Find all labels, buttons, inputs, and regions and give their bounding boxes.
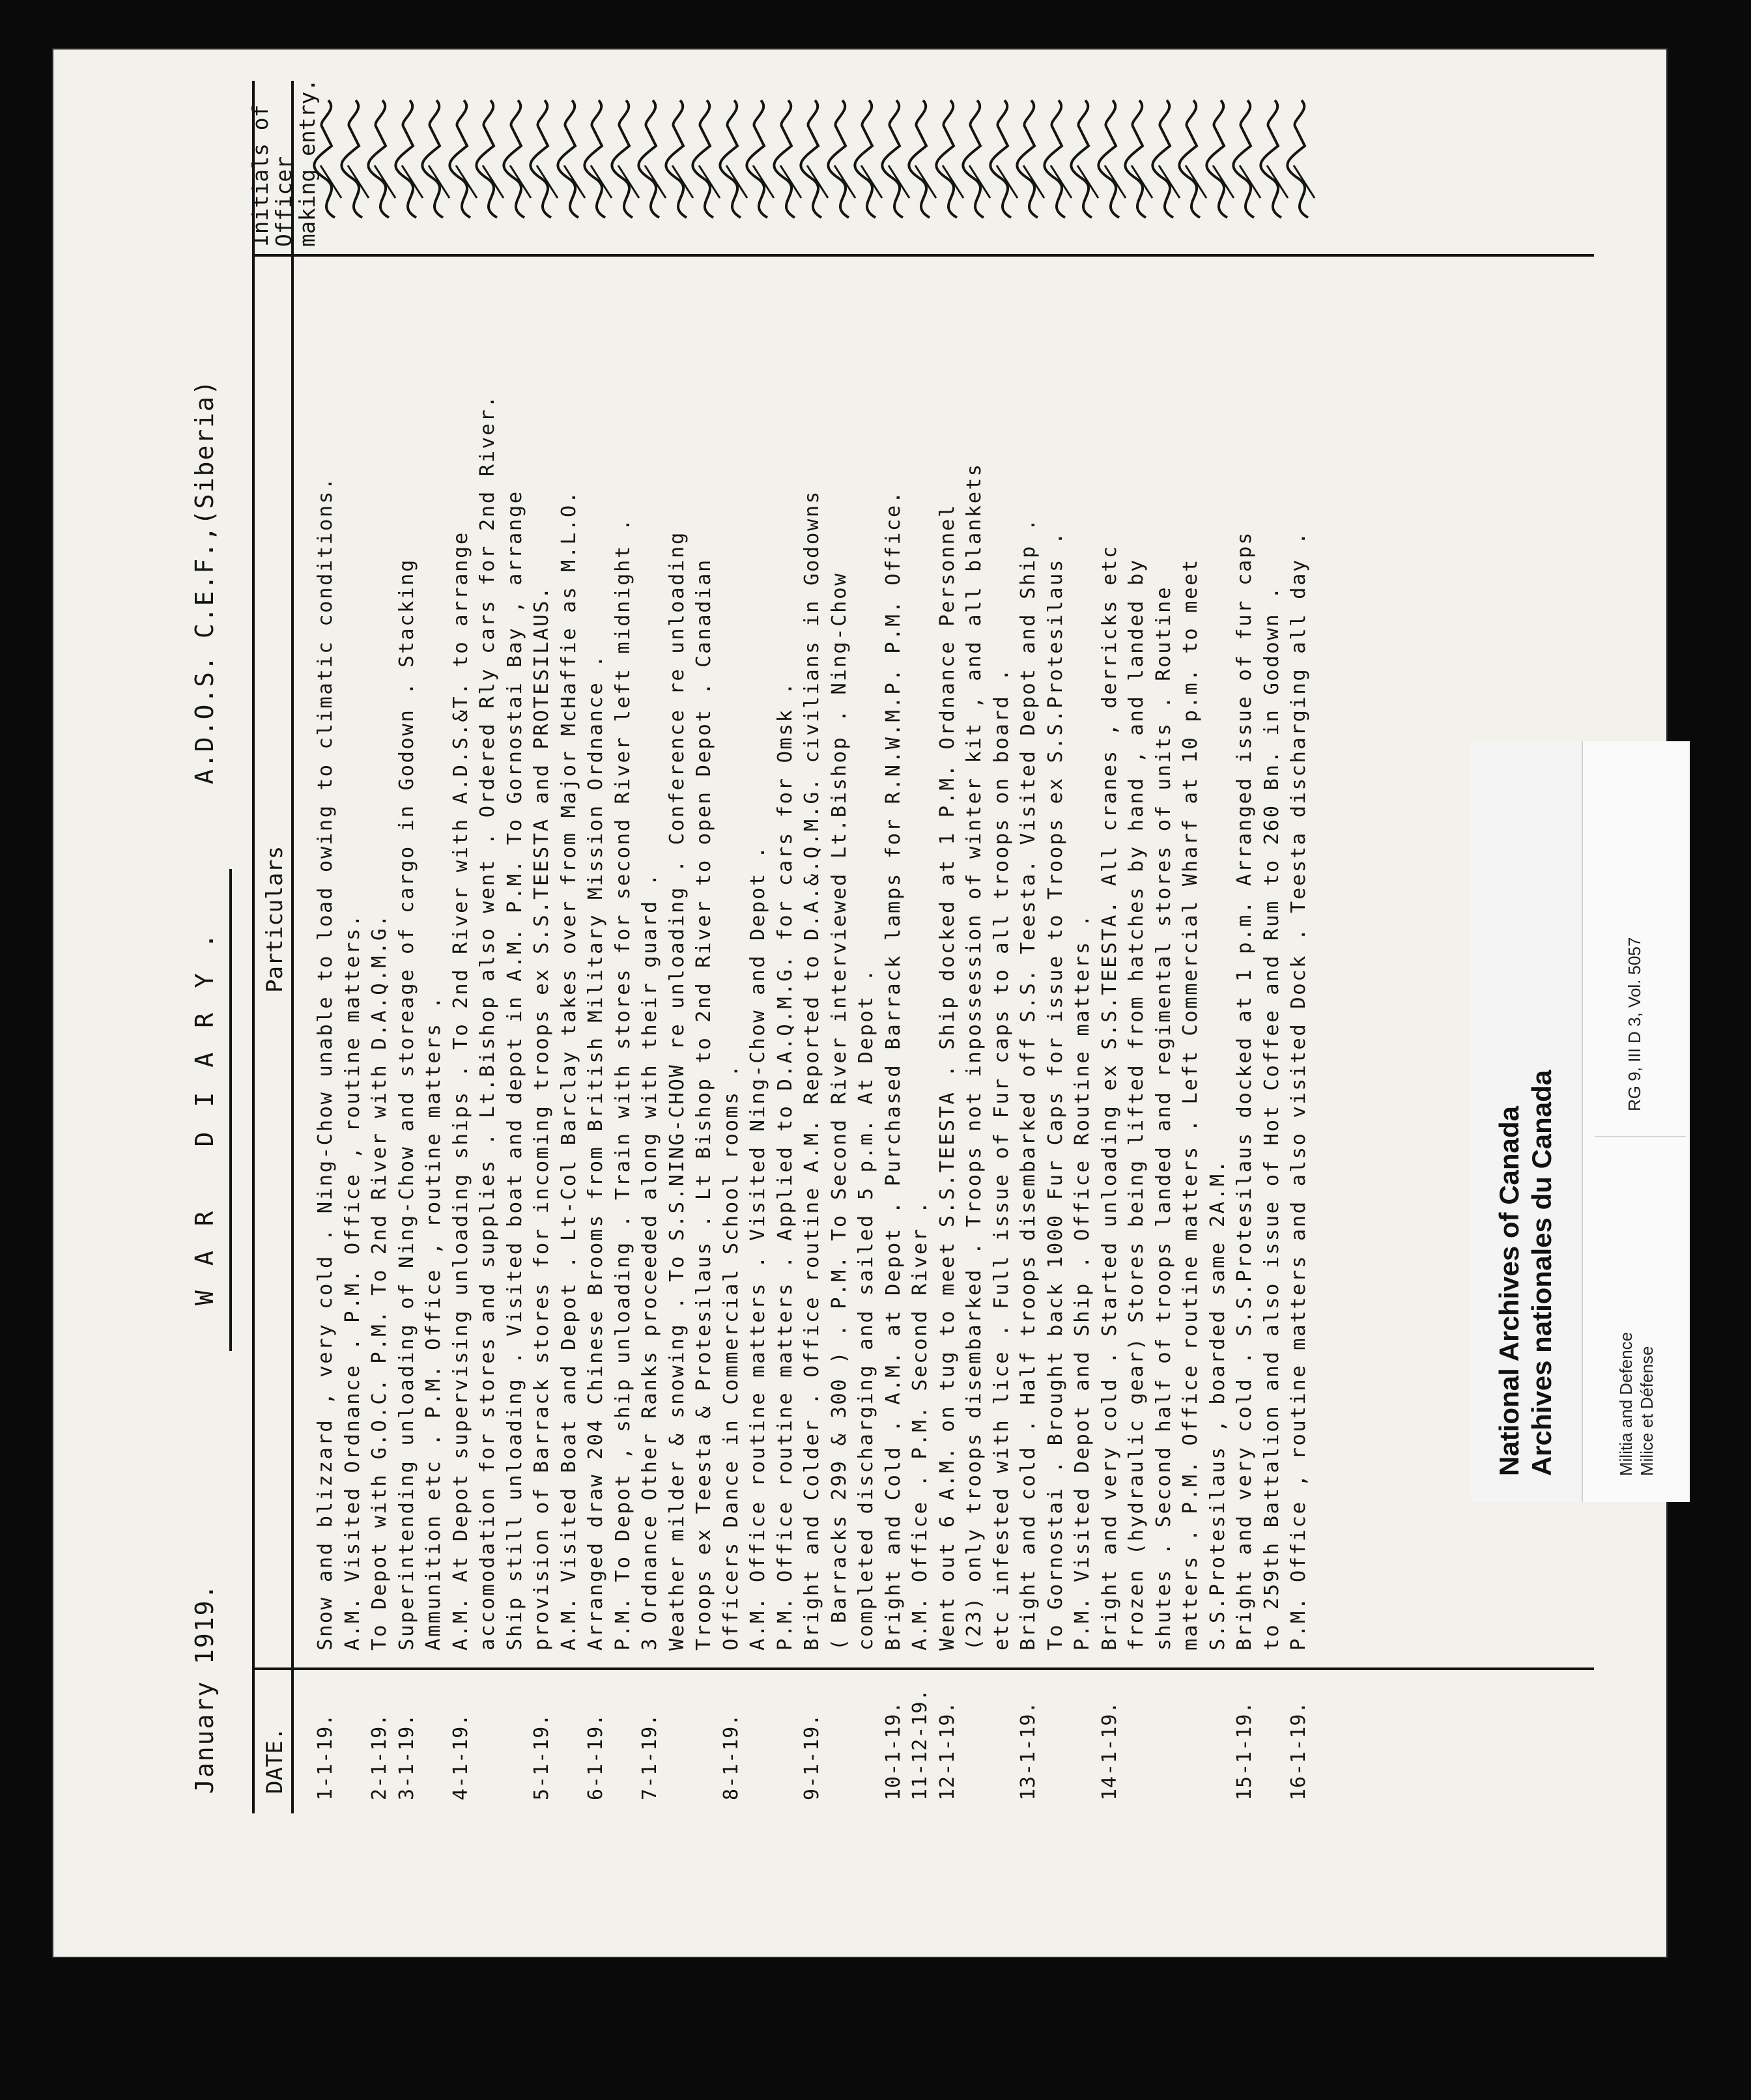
archive-department — [1616, 1332, 1657, 1476]
entry-text-line: to 259th Battalion and also issue of Hot Coffee and Rum to 260 Bn. in Godown . — [1260, 585, 1283, 1651]
entry-text-line: Bright and Colder . Office routine A.M. Reported to D.A.&.Q.M.G. civilians in Godowns — [801, 490, 823, 1651]
entry-text-line: Troops ex Teesta & Protesilaus . Lt Bishop to 2nd River to open Depot . Canadian — [692, 558, 715, 1651]
entry-text-line: A.M. Visited Ordnance . P.M. Office , routine matters. — [341, 913, 364, 1651]
entry-text-line: Weather milder & snowing . To S.S.NING-CHOW re unloading . Conference re unloading — [665, 531, 689, 1651]
archive-stamp-content — [1471, 741, 1690, 1502]
entry-text-line: A.M. Visited Boat and Depot . Lt-Col Barclay takes over from Major McHaffie as M.L.O. — [557, 490, 580, 1651]
entry-date: 13-1-19. — [1017, 1701, 1040, 1800]
entry-date: 14-1-19. — [1098, 1701, 1121, 1800]
diary-sheet — [53, 50, 1666, 1957]
entry-date: 3-1-19. — [395, 1713, 418, 1800]
entry-text-line: Ammunition etc . P.M. Office , routine matters . — [422, 995, 445, 1651]
officer-initials-signature — [1282, 94, 1321, 224]
entry-text-line: (23) only troops disembarked . Troops not inpossession of winter kit , and all blankets — [963, 462, 986, 1651]
archive-organization — [1493, 1070, 1558, 1476]
entry-text-line: Bright and very cold . Started unloading ex S.S.TEESTA. All cranes , derricks etc — [1098, 545, 1121, 1651]
entry-text-line: accomodation for stores and supplies . Lt.Bishop also went . Ordered Rly cars for 2nd River. — [476, 394, 499, 1651]
date-column-header: DATE. — [262, 1727, 288, 1794]
column-header-rule — [291, 81, 294, 1813]
initials-header-line: Initials of Officer — [248, 104, 296, 247]
entry-date: 12-1-19. — [935, 1701, 959, 1800]
diary-month: January 1919. — [190, 1583, 219, 1794]
entry-text-line: S.S.Protesilaus , boarded same 2A.M. — [1206, 1159, 1229, 1651]
entry-text-line: To Depot with G.O.C. P.M. To 2nd River with D.A.Q.M.G. — [368, 913, 391, 1651]
archive-stamp — [1471, 741, 1690, 1502]
entry-text-line: Bright and Cold . A.M. at Depot . Purchased Barrack lamps for R.N.W.M.P. P.M. Office. — [881, 490, 905, 1651]
stamp-divider — [1595, 1136, 1686, 1137]
entry-text-line: A.M. At Depot supervising unloading ships . To 2nd River with A.D.S.&T. to arrange — [449, 531, 472, 1651]
entry-text-line: To Gornostai . Brought back 1000 Fur Caps for issue to Troops ex S.S.Protesilaus . — [1044, 531, 1067, 1651]
entry-text-line: frozen (hydraulic gear) Stores being lifted from hatches by hand , and landed by — [1125, 558, 1148, 1651]
entry-text-line: P.M. Office routine matters . Applied to D.A.Q.M.G. for cars for Omsk . — [773, 681, 797, 1651]
entry-date: 9-1-19. — [801, 1713, 823, 1800]
entry-date: 7-1-19. — [638, 1713, 661, 1800]
entry-text-line: 3 Ordnance Other Ranks proceeded along with their guard . — [638, 872, 661, 1651]
entry-date: 10-1-19. — [881, 1701, 905, 1800]
entry-date: 11-12-19. — [909, 1688, 932, 1800]
entry-text-line: Bright and cold . Half troops disembarked off S.S. Teesta. Visited Depot and Ship . — [1017, 517, 1040, 1651]
department-fr: Milice et Défense — [1637, 1346, 1657, 1476]
header-rule — [252, 81, 255, 1813]
diary-unit: A.D.O.S. C.E.F.,(Siberia) — [190, 379, 219, 784]
entry-date: 8-1-19. — [719, 1713, 743, 1800]
initials-header-line: making entry. — [294, 78, 320, 247]
entry-text-line: shutes . Second half of troops landed and regimental stores of units . Routine — [1152, 585, 1175, 1651]
entry-text-line: Ship still unloading . Visited boat and depot in A.M. P.M. To Gornostai Bay , arrange — [503, 490, 526, 1651]
entry-text-line: matters . P.M. Office routine matters . Left Commercial Wharf at 10 p.m. to meet — [1179, 558, 1202, 1651]
entry-text-line: Arranged draw 204 Chinese Brooms from British Military Mission Ordnance . — [584, 653, 607, 1651]
entry-text-line: P.M. Visited Depot and Ship . Office Routine matters . — [1071, 913, 1094, 1651]
archive-name-fr: Archives nationales du Canada — [1526, 1070, 1557, 1476]
entry-text-line: ( Barracks 299 & 300 ) . P.M. To Second River interviewed Lt.Bishop . Ning-Chow — [827, 571, 851, 1651]
entry-date: 2-1-19. — [368, 1713, 391, 1800]
department-en: Militia and Defence — [1616, 1331, 1636, 1476]
entry-date: 5-1-19. — [530, 1713, 553, 1800]
title-underline — [229, 869, 232, 1351]
entry-text-line: Bright and very cold . S.S.Protesilaus docked at 1 p.m. Arranged issue of fur caps — [1233, 531, 1256, 1651]
entry-text-line: Officers Dance in Commercial School rooms . — [719, 1063, 743, 1651]
entry-text-line: Went out 6 A.M. on tug to meet S.S.TEESTA . Ship docked at 1 P.M. Ordnance Personnel — [935, 504, 959, 1651]
archive-reference: RG 9, III D 3, Vol. 5057 — [1625, 937, 1644, 1111]
entry-text-line: Snow and blizzard , very cold . Ning-Chow unable to load owing to climatic conditions. — [314, 476, 337, 1651]
entry-text-line: completed discharging and sailed 5 p.m. At Depot . — [855, 967, 877, 1651]
diary-page — [53, 50, 1666, 1957]
entry-text-line: Superintending unloading of Ning-Chow and storeage of cargo in Godown . Stacking — [395, 558, 418, 1651]
entry-text-line: provision of Barrack stores for incoming troops ex S.S.TEESTA and PROTESILAUS. — [530, 585, 553, 1651]
entry-date: 16-1-19. — [1287, 1701, 1310, 1800]
entry-text-line: P.M. Office , routine matters and also visited Dock . Teesta discharging all day . — [1287, 531, 1310, 1651]
archive-name-en: National Archives of Canada — [1494, 1106, 1524, 1476]
entry-text-line: A.M. Office . P.M. Second River . — [909, 1200, 932, 1651]
entry-date: 15-1-19. — [1233, 1701, 1256, 1800]
entry-text-line: A.M. Office routine matters . Visited Ning-Chow and Depot . — [747, 845, 769, 1651]
diary-title: WAR DIARY. — [190, 909, 219, 1305]
entry-text-line: P.M. To Depot , ship unloading . Train with stores for second River left midnight . — [611, 517, 634, 1651]
entry-text-line: etc infested with lice . Full issue of Fur caps to all troops on board . — [989, 667, 1013, 1651]
entry-date: 6-1-19. — [584, 1713, 607, 1800]
entry-date: 1-1-19. — [314, 1713, 337, 1800]
date-column-rule — [252, 1667, 1594, 1670]
entry-date: 4-1-19. — [449, 1713, 472, 1800]
particulars-column-header: Particulars — [262, 845, 288, 993]
